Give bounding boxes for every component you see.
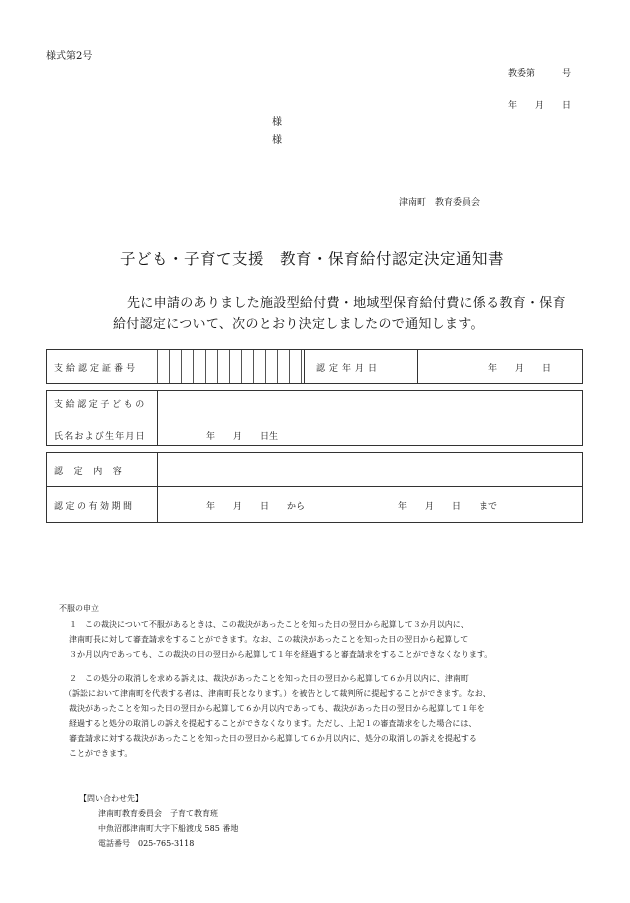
appeal-p1-line-1: １ この裁決について不服があるときは、この裁決があったことを知った日の翌日から起算して３か月以内に、 xyxy=(69,620,469,629)
period-to: 年 月 日 まで xyxy=(398,502,498,512)
form-number: 様式第2号 xyxy=(46,51,93,62)
certificate-number-label: 支給認定証番号 xyxy=(54,364,139,374)
content-label: 認 定 内 容 xyxy=(54,467,123,477)
appeal-p2-line-1: ２ この処分の取消しを求める訴えは、裁決があったことを知った日の翌日から起算して６か月以内に、津南町 xyxy=(69,674,469,683)
child-label-1: 支給認定子どもの xyxy=(54,400,147,410)
appeal-p2-line-5: 審査請求に対する裁決があったことを知った日の翌日から起算して６か月以内に、処分の取消しの訴えを提起する xyxy=(69,734,477,743)
addressee-line-1: 様 xyxy=(272,117,282,128)
document-title: 子ども・子育て支援 教育・保育給付認定決定通知書 xyxy=(120,250,505,268)
certificate-date-label: 認定年月日 xyxy=(316,364,382,374)
certificate-number-cells xyxy=(157,350,313,383)
document-number: 教委第 号 xyxy=(508,69,572,79)
appeal-p1-line-2: 津南町長に対して審査請求をすることができます。なお、この裁決があったことを知った日の翌日から起算して xyxy=(69,635,469,644)
contact-organization: 津南町教育委員会 子育て教育班 xyxy=(98,809,218,818)
certificate-date-value: 年 月 日 xyxy=(488,364,552,374)
appeal-p2-line-6: ことができます。 xyxy=(69,749,133,758)
sender-name: 津南町 教育委員会 xyxy=(399,198,481,208)
appeal-heading: 不服の申立 xyxy=(59,604,99,613)
appeal-p2-line-3: 裁決があったことを知った日の翌日から起算して６か月以内であっても、裁決があった日の翌日から起算して１年を xyxy=(69,704,485,713)
lead-line-2: 給付認定について、次のとおり決定しましたので通知します。 xyxy=(113,317,484,332)
issue-date: 年 月 日 xyxy=(508,101,572,111)
period-label: 認定の有効期間 xyxy=(54,502,135,512)
contact-address: 中魚沼郡津南町大字下船渡戊 585 番地 xyxy=(98,824,239,833)
appeal-p1-line-3: ３か月以内であっても、この裁決の日の翌日から起算して１年を経過すると審査請求をすることができなくなります。 xyxy=(69,650,493,659)
appeal-p2-line-4: 経過すると処分の取消しの訴えを提起することができなくなります。ただし、上記１の審査請求をした場合には、 xyxy=(69,719,477,728)
appeal-p2-line-2: （訴訟において津南町を代表する者は、津南町長となります。）を被告として裁判所に提起することができます。なお、 xyxy=(64,689,491,698)
contact-heading: 【問い合わせ先】 xyxy=(79,794,143,803)
child-label-2: 氏名および生年月日 xyxy=(54,432,146,442)
row-content-period xyxy=(46,452,583,523)
contact-phone: 電話番号 025-765-3118 xyxy=(98,839,195,848)
lead-line-1: 先に申請のありました施設型給付費・地域型保育給付費に係る教育・保育 xyxy=(127,296,566,311)
period-from: 年 月 日 から xyxy=(206,502,306,512)
addressee-line-2: 様 xyxy=(272,135,282,146)
birth-date-value: 年 月 日生 xyxy=(206,432,279,442)
